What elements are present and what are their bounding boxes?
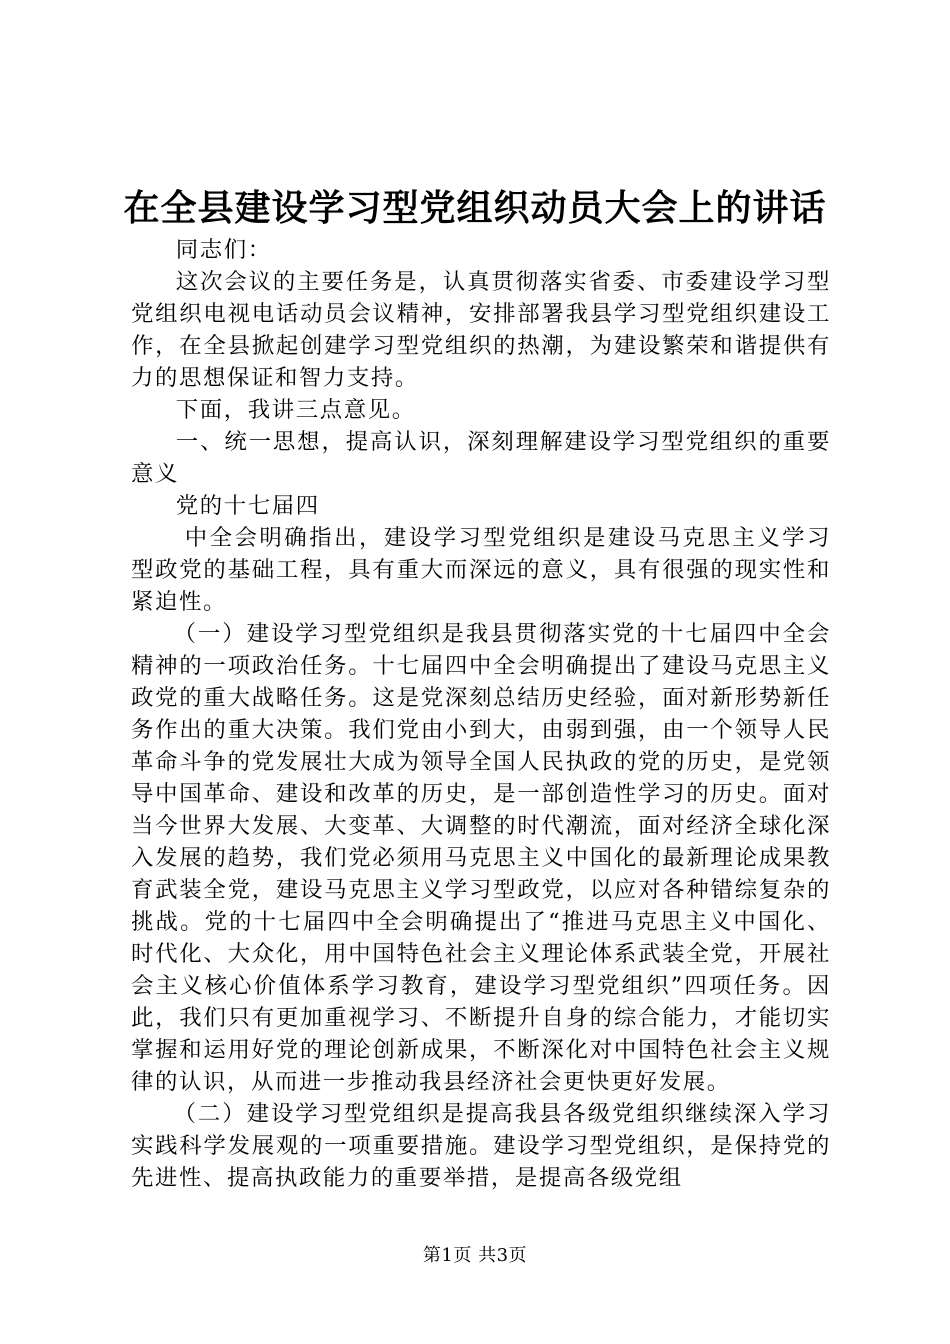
fragment-paragraph: 党的十七届四 xyxy=(175,493,320,519)
intro-paragraph: 这次会议的主要任务是，认真贯彻落实省委、市委建设学习型党组织电视电话动员会议精神，安排部署我县学习型党组织建设工作，在全县掀起创建学习型党组织的热潮，为建设繁荣和谐提供有力的思想保证和智力支持。 xyxy=(131,269,831,391)
document-body xyxy=(131,234,831,1194)
page-footer: 第1页 共3页 xyxy=(422,1245,528,1266)
subsection-2-paragraph: （二）建设学习型党组织是提高我县各级党组织继续深入学习实践科学发展观的一项重要措施。建设学习型党组织，是保持党的先进性、提高执政能力的重要举措，是提高各级党组 xyxy=(131,1101,831,1191)
context-paragraph: 中全会明确指出，建设学习型党组织是建设马克思主义学习型政党的基础工程，具有重大而深远的意义，具有很强的现实性和紧迫性。 xyxy=(131,525,831,615)
section-heading-1: 一、统一思想，提高认识，深刻理解建设学习型党组织的重要意义 xyxy=(131,429,831,487)
subsection-1-paragraph: （一）建设学习型党组织是我县贯彻落实党的十七届四中全会精神的一项政治任务。十七届四中全会明确提出了建设马克思主义政党的重大战略任务。这是党深刻总结历史经验，面对新形势新任务作出的重大决策。我们党由小到大，由弱到强，由一个领导人民革命斗争的党发展壮大成为领导全国人民执政的党的历史，是党领导中国革命、建设和改革的历史，是一部创造性学习的历史。面对当今世界大发展、大变革、大调整的时代潮流，面对经济全球化深入发展的趋势，我们党必须用马克思主义中国化的最新理论成果教育武装全党，建设马克思主义学习型政党，以应对各种错综复杂的挑战。党的十七届四中全会明确提出了“推进马克思主义中国化、时代化、大众化，用中国特色社会主义理论体系武装全党，开展社会主义核心价值体系学习教育，建设学习型党组织”四项任务。因此，我们只有更加重视学习、不断提升自身的综合能力，才能切实掌握和运用好党的理论创新成果，不断深化对中国特色社会主义规律的认识，从而进一步推动我县经济社会更快更好发展。 xyxy=(131,621,831,1095)
salutation-paragraph: 同志们： xyxy=(175,237,272,263)
outline-paragraph: 下面，我讲三点意见。 xyxy=(175,397,416,423)
document-title: 在全县建设学习型党组织动员大会上的讲话 xyxy=(123,187,827,229)
